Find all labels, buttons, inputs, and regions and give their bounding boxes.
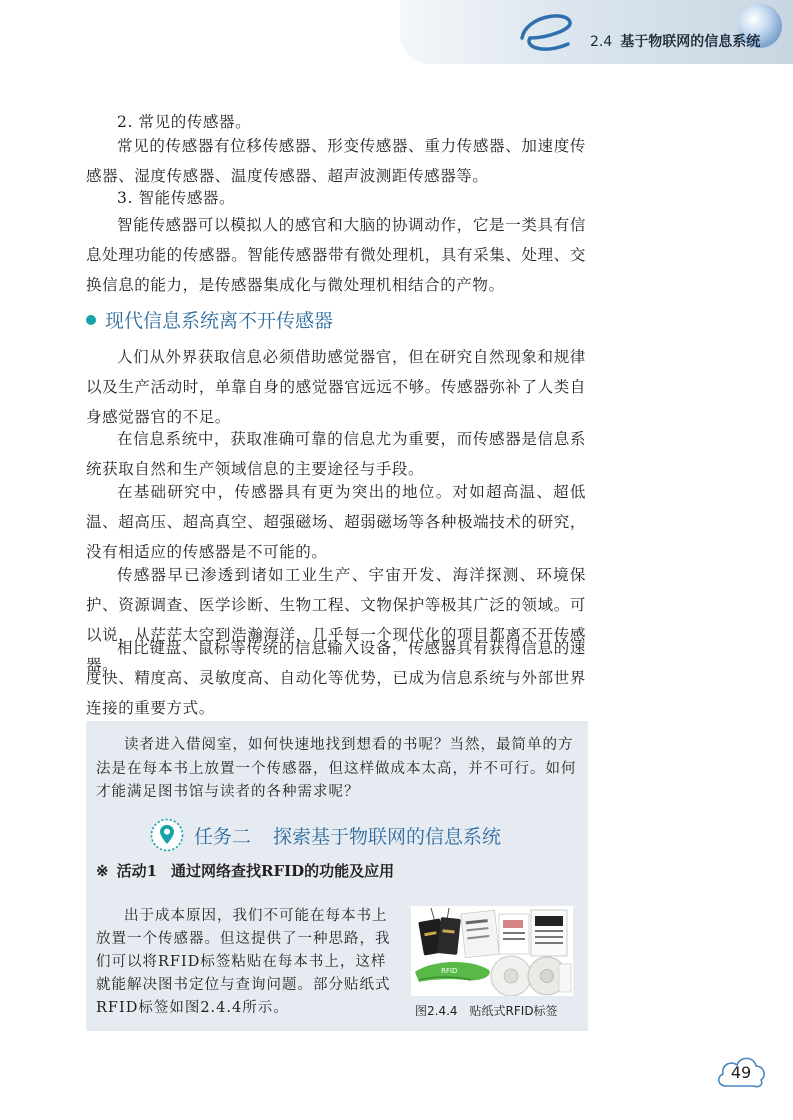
- paragraph-common-sensors: 常见的传感器有位移传感器、形变传感器、重力传感器、加速度传感器、湿度传感器、温度传感器、超声波测距传感器等。: [86, 137, 586, 185]
- paragraph-2: 在信息系统中，获取准确可靠的信息尤为重要，而传感器是信息系统获取自然和生产领域信息的主要途径与手段。: [86, 430, 586, 478]
- paragraph-4: 传感器早已渗透到诸如工业生产、宇宙开发、海洋探测、环境保护、资源调查、医学诊断、生物工程、文物保护等极其广泛的领域。可以说，从茫茫太空到浩瀚海洋，几乎每一个现代化的项目都离不开传感器。: [86, 566, 586, 674]
- paragraph-common-sensors-heading: 2. 常见的传感器。: [117, 113, 252, 131]
- paragraph-smart-sensors-heading: 3. 智能传感器。: [117, 189, 236, 207]
- activity-title: 通过网络查找RFID的功能及应用: [171, 862, 395, 880]
- page-number: 49: [730, 1063, 752, 1082]
- reference-mark-icon: ※: [96, 862, 109, 880]
- activity-label: 活动1: [116, 862, 158, 880]
- section-heading: [86, 306, 333, 333]
- section-heading-text: 现代信息系统离不开传感器: [105, 310, 334, 332]
- activity-text: 出于成本原因，我们不可能在每本书上放置一个传感器。但这提供了一种思路，我们可以将RFID标签粘贴在每本书上，这样就能解决图书定位与查询问题。部分贴纸式RFID标签如图2.4.4所示。: [96, 908, 391, 1016]
- running-header: [590, 31, 760, 51]
- wristband-label: RFID: [441, 967, 458, 975]
- paragraph-1: 人们从外界获取信息必须借助感觉器官，但在研究自然现象和规律以及生产活动时，单靠自身的感觉器官远远不够。传感器弥补了人类自身感觉器官的不足。: [86, 348, 586, 426]
- task-label: 任务二: [194, 825, 252, 848]
- paragraph-smart-sensors: 智能传感器可以模拟人的感官和大脑的协调动作，它是一类具有信息处理功能的传感器。智能传感器带有微处理机，具有采集、处理、交换信息的能力，是传感器集成化与微处理机相结合的产物。: [86, 216, 586, 294]
- activity-heading: [96, 860, 394, 881]
- rfid-tags-illustration: [411, 906, 573, 996]
- paragraph-5: 相比键盘、鼠标等传统的信息输入设备，传感器具有获得信息的速度快、精度高、灵敏度高、自动化等优势，已成为信息系统与外部世界连接的重要方式。: [86, 639, 586, 717]
- section-number: 2.4: [590, 34, 613, 50]
- intro-question: 读者进入借阅室，如何快速地找到想看的书呢？当然，最简单的方法是在每本书上放置一个传感器，但这样做成本太高，并不可行。如何才能满足图书馆与读者的各种需求呢？: [96, 737, 577, 800]
- paragraph-3: 在基础研究中，传感器具有更为突出的地位。对如超高温、超低温、超高压、超高真空、超强磁场、超弱磁场等各种极端技术的研究，没有相适应的传感器是不可能的。: [86, 483, 586, 561]
- task-title-text: 探索基于物联网的信息系统: [273, 825, 502, 848]
- bullet-dot-icon: [86, 315, 96, 325]
- location-pin-icon: [150, 818, 184, 852]
- rfid-tags-photo: [411, 906, 573, 996]
- figure-caption: 图2.4.4 贴纸式RFID标签: [415, 1004, 558, 1018]
- e-swoosh-logo: [516, 8, 576, 56]
- section-title: 基于物联网的信息系统: [620, 34, 761, 50]
- task-title: [150, 818, 501, 852]
